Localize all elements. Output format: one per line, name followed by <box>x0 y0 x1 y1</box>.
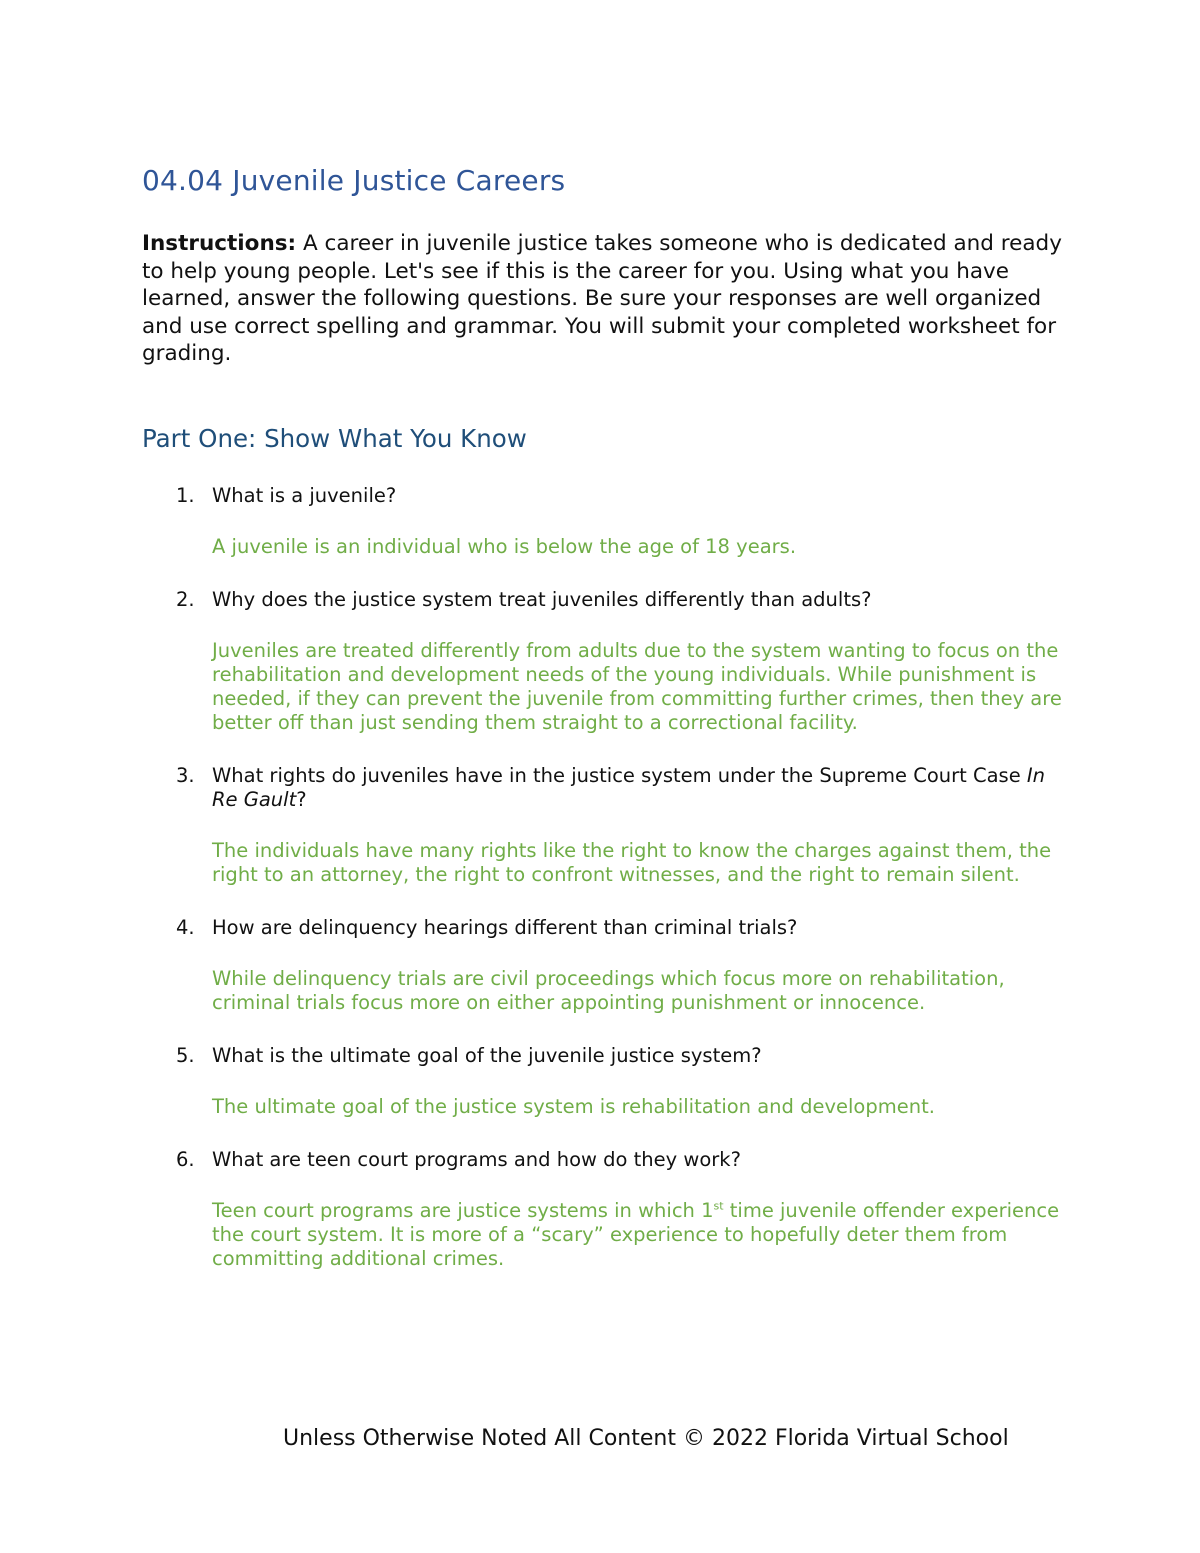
answer-text: The ultimate goal of the justice system is rehabilitation and development. <box>212 1095 935 1118</box>
instructions-paragraph <box>142 230 1072 368</box>
answer-text: Juveniles are treated differently from adults due to the system wanting to focus on the rehabilitation and development needs of the young individuals. While punishment is needed, if they can prevent the juvenile from committing further crimes, then they are better off than just sending them straight to a correctional facility. <box>212 639 1062 734</box>
answer-text: The individuals have many rights like the right to know the charges against them, the right to an attorney, the right to confront witnesses, and the right to remain silent. <box>212 839 1052 886</box>
answer-text-part: Teen court programs are justice systems in which 1 <box>212 1199 714 1222</box>
instructions-text: A career in juvenile justice takes someone who is dedicated and ready to help young people. Let's see if this is the career for you. Using what you have learned, answer the following questions. Be sure your responses are well organized and use correct spelling and grammar. You will submit your completed worksheet for grading. <box>142 231 1062 366</box>
question-item-1 <box>142 484 1072 559</box>
question-item-5 <box>142 1044 1072 1119</box>
answer-text-part: time juvenile offender experience the court system. It is more of a “scary” experience to hopefully deter them from committing additional crimes. <box>212 1199 1060 1270</box>
answer-text: A juvenile is an individual who is below the age of 18 years. <box>212 535 797 558</box>
question-text: How are delinquency hearings different than criminal trials? <box>212 916 798 939</box>
question-number: 1. <box>176 484 195 507</box>
question-item-2 <box>142 588 1072 735</box>
instructions-label: Instructions: <box>142 231 297 256</box>
question-text: What is a juvenile? <box>212 484 397 507</box>
answer-text: While delinquency trials are civil proceedings which focus more on rehabilitation, criminal trials focus more on either appointing punishment or innocence. <box>212 967 1005 1014</box>
case-name: In Re Gault <box>212 764 1046 811</box>
question-item-3 <box>142 764 1072 887</box>
question-number: 3. <box>176 764 195 787</box>
question-number: 2. <box>176 588 195 611</box>
question-text: What is the ultimate goal of the juvenile justice system? <box>212 1044 762 1067</box>
ordinal-suffix: st <box>713 1199 724 1213</box>
question-text: Why does the justice system treat juveniles differently than adults? <box>212 588 872 611</box>
question-text: What are teen court programs and how do they work? <box>212 1148 741 1171</box>
answer-text <box>212 1199 1072 1271</box>
question-number: 5. <box>176 1044 195 1067</box>
question-number: 4. <box>176 916 195 939</box>
question-item-4 <box>142 916 1072 1015</box>
question-text-part: What rights do juveniles have in the justice system under the Supreme Court Case <box>212 764 1027 787</box>
document-title: 04.04 Juvenile Justice Careers <box>142 164 566 197</box>
question-item-6 <box>142 1148 1072 1271</box>
question-list <box>142 484 1072 1300</box>
question-number: 6. <box>176 1148 195 1171</box>
part-one-heading: Part One: Show What You Know <box>142 424 527 453</box>
question-text <box>212 764 1072 812</box>
question-text-part: ? <box>296 788 307 811</box>
copyright-footer: Unless Otherwise Noted All Content © 2022 Florida Virtual School <box>283 1426 1009 1451</box>
